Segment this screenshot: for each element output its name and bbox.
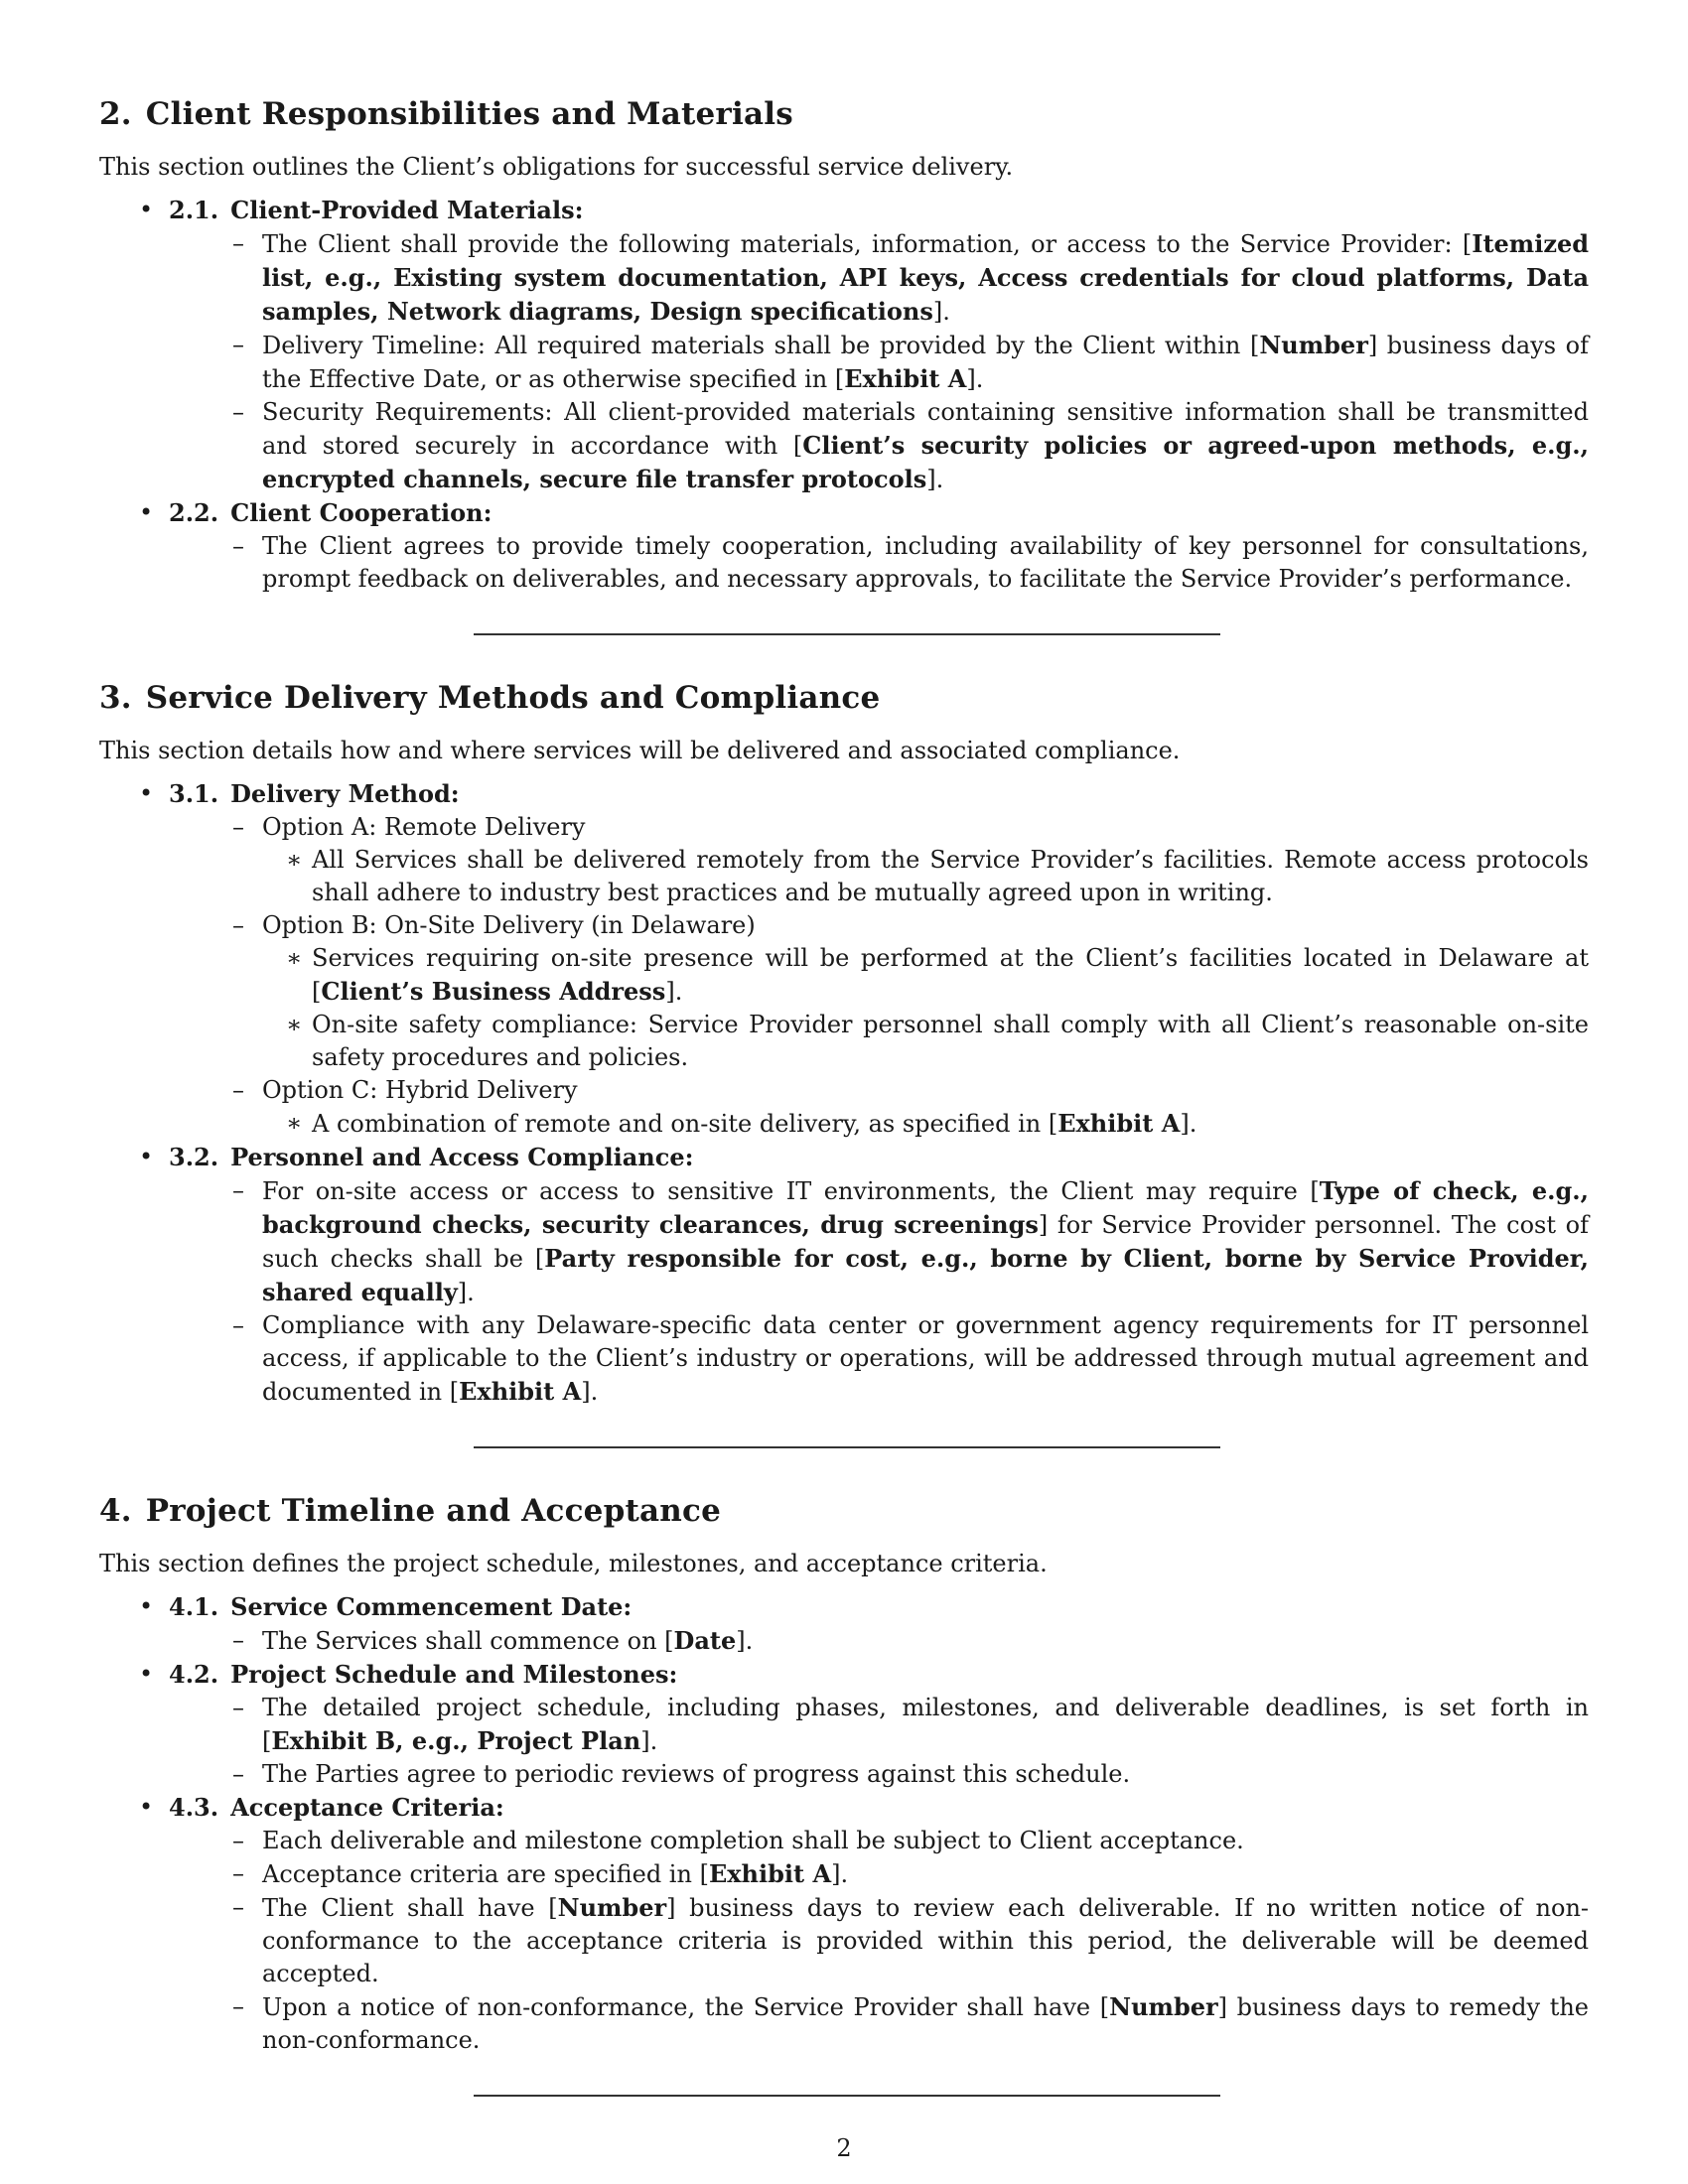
page-number: 2 [836,2134,852,2162]
option-detail: ∗ A combination of remote and on-site delivery, as specified in [Exhibit A]. [286,1109,1197,1138]
dash-icon: – [232,1311,244,1339]
bullet-icon: • [139,498,154,526]
option-detail: ∗ Services requiring on-site presence will be performed at the Client’s facilities located in Delaware at [Client’s Business Address]. [286,944,1589,1006]
sub-clause: – Acceptance criteria are specified in [Exhibit A]. [232,1859,849,1888]
clause-2-1: • 2.1. Client-Provided Materials: – The Client shall provide the following materials, information, or access to the Service Provider: [Itemized list, e.g., Existing system documentation, API keys, Access credentials for cloud platforms, Data samples, Network diagrams, Design specifications]. – Delivery Timeline: All required materials shall be provided by the Client within [Number] business days of the Effective Date, or as otherwise specified in [Exhibit A]. – Security Requirements: All client-provided materials containing sensitive information shall be transmitted and stored securely in accordance with [Client’s security policies or agreed-upon methods, e.g., encrypted channels, secure file transfer protocols]. [99,194,1589,496]
clause-3-1: • 3.1. Delivery Method: – Option A: Remote Delivery ∗ All Services shall be delivered remotely from the Service Provider’s facilities. Remote access protocols shall adhere to industry best practices and be mutually agreed upon in writing. – Option B: On-Site Delivery (in Delaware) ∗ Services requiring on-site presence will be performed at the Client’s facilities located in Delaware at [Client’s Business Address]. ∗ On-site safety compliance: Service Provider personnel shall comply with all Client’s reasonable on-site safety procedures and policies. – Option C: Hybrid Delivery ∗ A combination of remote and on-site delivery, as specified in [Exhibit A]. [99,777,1589,1141]
clause-3-2: • 3.2. Personnel and Access Compliance: – For on-site access or access to sensitive IT environments, the Client may require [Type of check, e.g., background checks, security clearances, drug screenings] for Service Provider personnel. The cost of such checks shall be [Party responsible for cost, e.g., borne by Client, borne by Service Provider, shared equally]. – Compliance with any Delaware-specific data center or government agency requirements for IT personnel access, if applicable to the Client’s industry or operations, will be addressed through mutual agreement and documented in [Exhibit A]. [99,1141,1589,1409]
dash-icon: – [232,1893,244,1921]
asterisk-icon: ∗ [286,944,303,972]
asterisk-icon: ∗ [286,846,303,874]
option-a: – Option A: Remote Delivery ∗ All Services shall be delivered remotely from the Service Provider’s facilities. Remote access protocols shall adhere to industry best practices and be mutually agreed upon in writing. [203,811,1589,909]
section-intro: This section defines the project schedule, milestones, and acceptance criteria. [99,1550,1048,1577]
bullet-icon: • [139,196,154,223]
section-2 [99,91,1589,596]
sub-clause: – The Client shall provide the following materials, information, or access to the Service Provider: [Itemized list, e.g., Existing system documentation, API keys, Access credentials for cloud platforms, Data samples, Network diagrams, Design specifications]. [232,229,1589,326]
clause-4-2: • 4.2. Project Schedule and Milestones: – The detailed project schedule, including phases, milestones, and deliverable deadlines, is set forth in [Exhibit B, e.g., Project Plan]. – The Parties agree to periodic reviews of progress against this schedule. [99,1658,1589,1791]
sub-clause: – The Parties agree to periodic reviews of progress against this schedule. [203,1758,1589,1791]
clause-list [99,194,1589,596]
asterisk-icon: ∗ [286,1011,303,1038]
dash-icon: – [232,331,244,358]
section-4 [99,1488,1589,2057]
sub-clause: – The Client agrees to provide timely cooperation, including availability of key personnel for consultations, prompt feedback on deliverables, and necessary approvals, to facilitate the Service Provider’s performance. [232,532,1589,593]
asterisk-icon: ∗ [286,1109,303,1137]
section-heading: 4. Project Timeline and Acceptance [99,1493,722,1529]
bullet-icon: • [139,1592,154,1620]
sub-clause: – The Services shall commence on [Date]. [232,1626,754,1655]
dash-icon: – [232,813,244,841]
bullet-icon: • [139,779,154,807]
section-divider [474,633,1220,635]
bullet-icon: • [139,1143,154,1170]
section-heading: 2. Client Responsibilities and Materials [99,96,793,132]
dash-icon: – [232,1760,244,1788]
option-b: – Option B: On-Site Delivery (in Delaware) ∗ Services requiring on-site presence will be performed at the Client’s facilities located in Delaware at [Client’s Business Address]. ∗ On-site safety compliance: Service Provider personnel shall comply with all Client’s reasonable on-site safety procedures and policies. [203,909,1589,1074]
dash-icon: – [232,1992,244,2020]
clause-4-1: • 4.1. Service Commencement Date: – The Services shall commence on [Date]. [99,1590,1589,1658]
dash-icon: – [232,532,244,560]
section-intro: This section details how and where services will be delivered and associated compliance. [99,737,1181,764]
clause-4-3: • 4.3. Acceptance Criteria: – Each deliverable and milestone completion shall be subject to Client acceptance. – Acceptance criteria are specified in [Exhibit A]. – The Client shall have [Number] business days to review each deliverable. If no written notice of non-conformance to the acceptance criteria is provided within this period, the deliverable will be deemed accepted. – Upon a notice of non-conformance, the Service Provider shall have [Number] business days to remedy the non-conformance. [99,1791,1589,2057]
sub-clause: – Compliance with any Delaware-specific data center or government agency requirements for IT personnel access, if applicable to the Client’s industry or operations, will be addressed through mutual agreement and documented in [Exhibit A]. [232,1311,1589,1406]
sub-clause: – Delivery Timeline: All required materials shall be provided by the Client within [Number] business days of the Effective Date, or as otherwise specified in [Exhibit A]. [232,331,1590,393]
sub-clause: – Upon a notice of non-conformance, the Service Provider shall have [Number] business days to remedy the non-conformance. [232,1992,1589,2054]
dash-icon: – [232,1176,244,1204]
option-c: – Option C: Hybrid Delivery ∗ A combination of remote and on-site delivery, as specified in [Exhibit A]. [203,1074,1589,1141]
dash-icon: – [232,1694,244,1721]
bullet-icon: • [139,1793,154,1821]
dash-icon: – [232,1827,244,1854]
option-detail: ∗ All Services shall be delivered remotely from the Service Provider’s facilities. Remote access protocols shall adhere to industry best practices and be mutually agreed upon in writing. [286,846,1589,906]
sub-clause: – The Client shall have [Number] business days to review each deliverable. If no written notice of non-conformance to the acceptance criteria is provided within this period, the deliverable will be deemed accepted. [232,1893,1590,1987]
dash-icon: – [232,1076,244,1104]
dash-icon: – [232,1859,244,1887]
section-intro: This section outlines the Client’s obligations for successful service delivery. [99,153,1014,181]
section-divider [474,1446,1220,1448]
section-3 [99,675,1589,1409]
sub-clause: – For on-site access or access to sensitive IT environments, the Client may require [Type of check, e.g., background checks, security clearances, drug screenings] for Service Provider personnel. The cost of such checks shall be [Party responsible for cost, e.g., borne by Client, borne by Service Provider, shared equally]. [232,1176,1590,1306]
clause-2-2: • 2.2. Client Cooperation: – The Client agrees to provide timely cooperation, including availability of key personnel for consultations, prompt feedback on deliverables, and necessary approvals, to facilitate the Service Provider’s performance. [99,496,1589,596]
sub-clause: – Each deliverable and milestone completion shall be subject to Client acceptance. [203,1825,1589,1857]
sub-clause: – Security Requirements: All client-provided materials containing sensitive information shall be transmitted and stored securely in accordance with [Client’s security policies or agreed-upon methods, e.g., encrypted channels, secure file transfer protocols]. [232,398,1589,493]
document-page [99,91,1589,2136]
clause-list [99,777,1589,1409]
option-detail: ∗ On-site safety compliance: Service Provider personnel shall comply with all Client’s reasonable on-site safety procedures and policies. [286,1011,1589,1071]
bullet-icon: • [139,1660,154,1688]
dash-icon: – [232,229,244,257]
clause-list [99,1590,1589,2057]
dash-icon: – [232,398,244,426]
sub-clause: – The detailed project schedule, including phases, milestones, and deliverable deadlines, is set forth in [Exhibit B, e.g., Project Plan]. [232,1694,1589,1755]
section-heading: 3. Service Delivery Methods and Compliance [99,680,881,716]
dash-icon: – [232,1626,244,1654]
dash-icon: – [232,911,244,939]
section-divider [474,2095,1220,2097]
